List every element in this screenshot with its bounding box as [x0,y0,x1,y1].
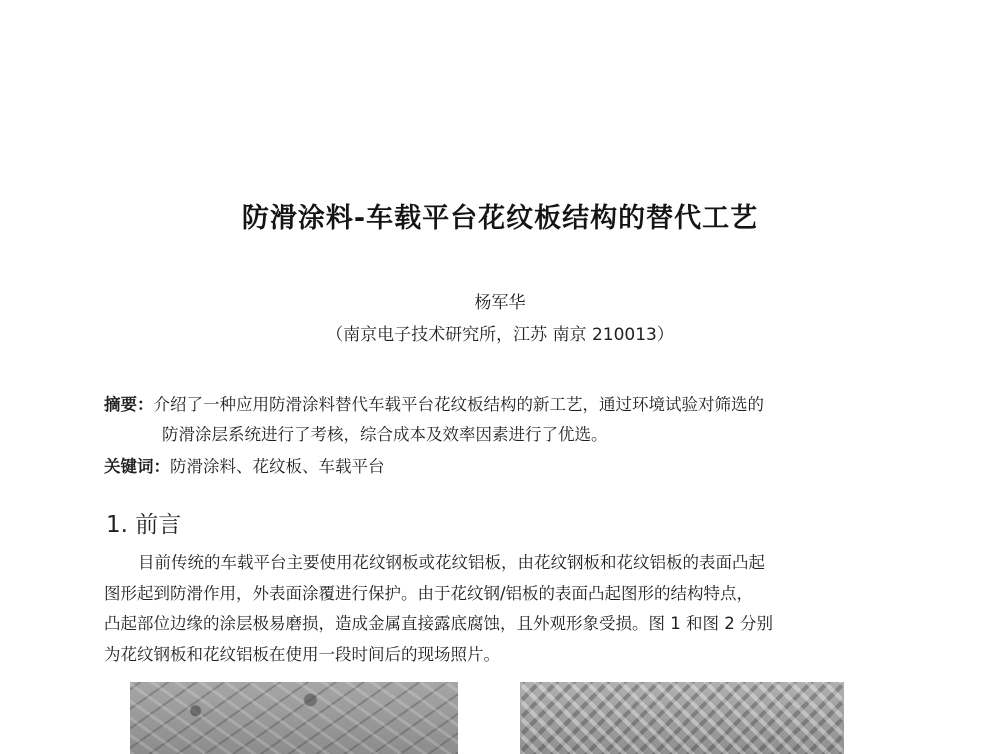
section-heading: 1. 前言 [106,512,182,538]
figure-2-aluminum-plate-photo [520,682,844,754]
keywords [104,452,385,482]
body-line-2: 图形起到防滑作用，外表面涂覆进行保护。由于花纹钢/铝板的表面凸起图形的结构特点， [104,583,754,603]
section-body [104,548,904,670]
body-line-3: 凸起部位边缘的涂层极易磨损，造成金属直接露底腐蚀，且外观形象受损。图 1 和图 2 分别 [104,614,773,633]
keywords-text: 防滑涂料、花纹板、车载平台 [170,457,385,476]
abstract-label: 摘要： [104,395,154,414]
abstract [104,390,904,450]
body-line-4: 为花纹钢板和花纹铝板在使用一段时间后的现场照片。 [104,644,500,664]
keywords-label: 关键词： [104,457,170,476]
body-line-1: 目前传统的车载平台主要使用花纹钢板或花纹铝板，由花纹钢板和花纹铝板的表面凸起 [138,553,765,572]
paper-title: 防滑涂料-车载平台花纹板结构的替代工艺 [241,203,759,234]
author-affiliation: （南京电子技术研究所，江苏 南京 210013） [326,325,674,345]
figure-1-steel-plate-photo [130,682,458,754]
abstract-line-1: 介绍了一种应用防滑涂料替代车载平台花纹板结构的新工艺，通过环境试验对筛选的 [153,395,764,414]
abstract-line-2: 防滑涂层系统进行了考核，综合成本及效率因素进行了优选。 [162,425,608,444]
author-name: 杨军华 [474,293,526,313]
